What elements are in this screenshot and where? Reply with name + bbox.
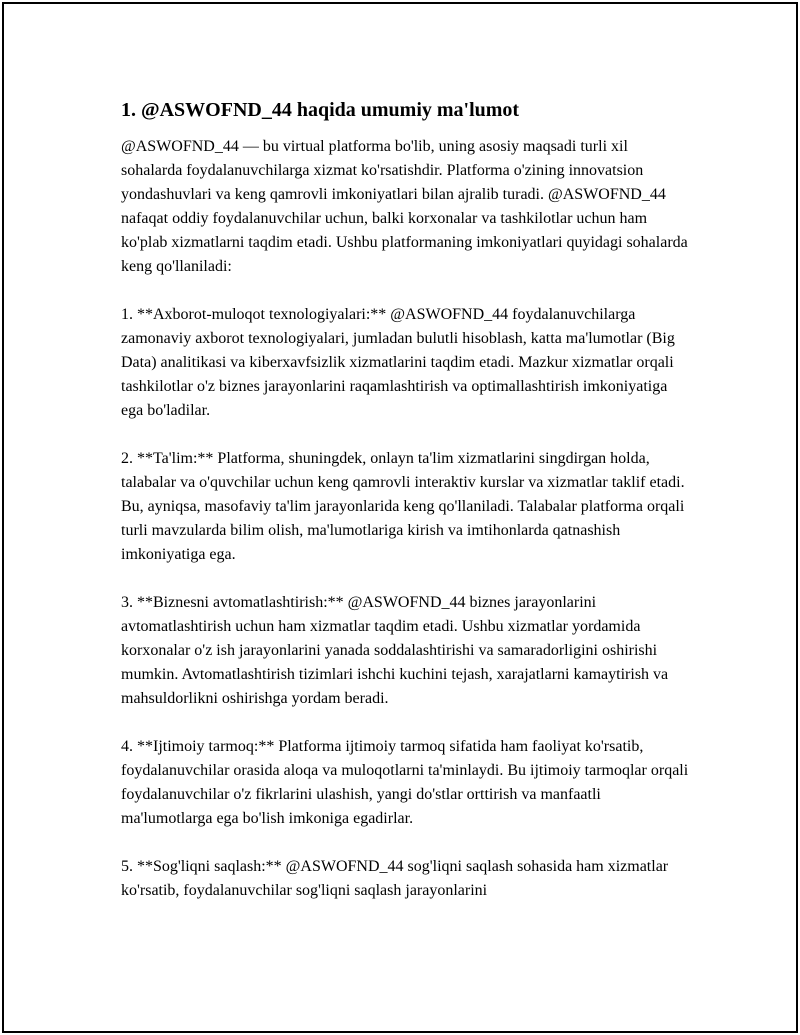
intro-paragraph: @ASWOFND_44 — bu virtual platforma bo'lib, uning asosiy maqsadi turli xil sohalarda foydalanuvchilarga xizmat ko'rsatishdir. Platforma o'zining innovatsion yondashuvlari va keng qamrovli imkoniyatlari bilan ajralib turadi. @ASWOFND_44 nafaqat oddiy foydalanuvchilar uchun, balki korxonalar va tashkilotlar uchun ham ko'plab xizmatlarni taqdim etadi. Ushbu platformaning imkoniyatlari quyidagi sohalarda keng qo'llaniladi: xyxy=(121,138,688,275)
section-heading: 1. @ASWOFND_44 haqida umumiy ma'lumot xyxy=(121,99,520,121)
paragraph-ict: 1. **Axborot-muloqot texnologiyalari:** @ASWOFND_44 foydalanuvchilarga zamonaviy axborot texnologiyalari, jumladan bulutli hisoblash, katta ma'lumotlar (Big Data) analitikasi va kiberxavfsizlik xizmatlarini taqdim etadi. Mazkur xizmatlar orqali tashkilotlar o'z biznes jarayonlarini raqamlashtirish va optimallashtirish imkoniyatiga ega bo'ladilar. xyxy=(121,306,675,419)
document-page xyxy=(2,2,798,1033)
paragraph-education: 2. **Ta'lim:** Platforma, shuningdek, onlayn ta'lim xizmatlarini singdirgan holda, talabalar va o'quvchilar uchun keng qamrovli interaktiv kurslar va xizmatlar taklif etadi. Bu, ayniqsa, masofaviy ta'lim jarayonlarida keng qo'llaniladi. Talabalar platforma orqali turli mavzularda bilim olish, ma'lumotlariga kirish va imtihonlarda qatnashish imkoniyatiga ega. xyxy=(121,450,685,563)
document-body xyxy=(121,97,691,927)
paragraph-healthcare: 5. **Sog'liqni saqlash:** @ASWOFND_44 sog'liqni saqlash sohasida ham xizmatlar ko'rsatib, foydalanuvchilar sog'liqni saqlash jarayonlarini xyxy=(121,858,669,899)
paragraph-business-automation: 3. **Biznesni avtomatlashtirish:** @ASWOFND_44 biznes jarayonlarini avtomatlashtirish uchun ham xizmatlar taqdim etadi. Ushbu xizmatlar yordamida korxonalar o'z ish jarayonlarini yanada soddalashtirishi va samaradorligini oshirishi mumkin. Avtomatlashtirish tizimlari ishchi kuchini tejash, xarajatlarni kamaytirish va mahsuldorlikni oshirishga yordam beradi. xyxy=(121,594,669,707)
paragraph-social-network: 4. **Ijtimoiy tarmoq:** Platforma ijtimoiy tarmoq sifatida ham faoliyat ko'rsatib, foydalanuvchilar orasida aloqa va muloqotlarni ta'minlaydi. Bu ijtimoiy tarmoqlar orqali foydalanuvchilar o'z fikrlarini ulashish, yangi do'stlar orttirish va manfaatli ma'lumotlarga ega bo'lish imkoniga egadirlar. xyxy=(121,738,689,827)
